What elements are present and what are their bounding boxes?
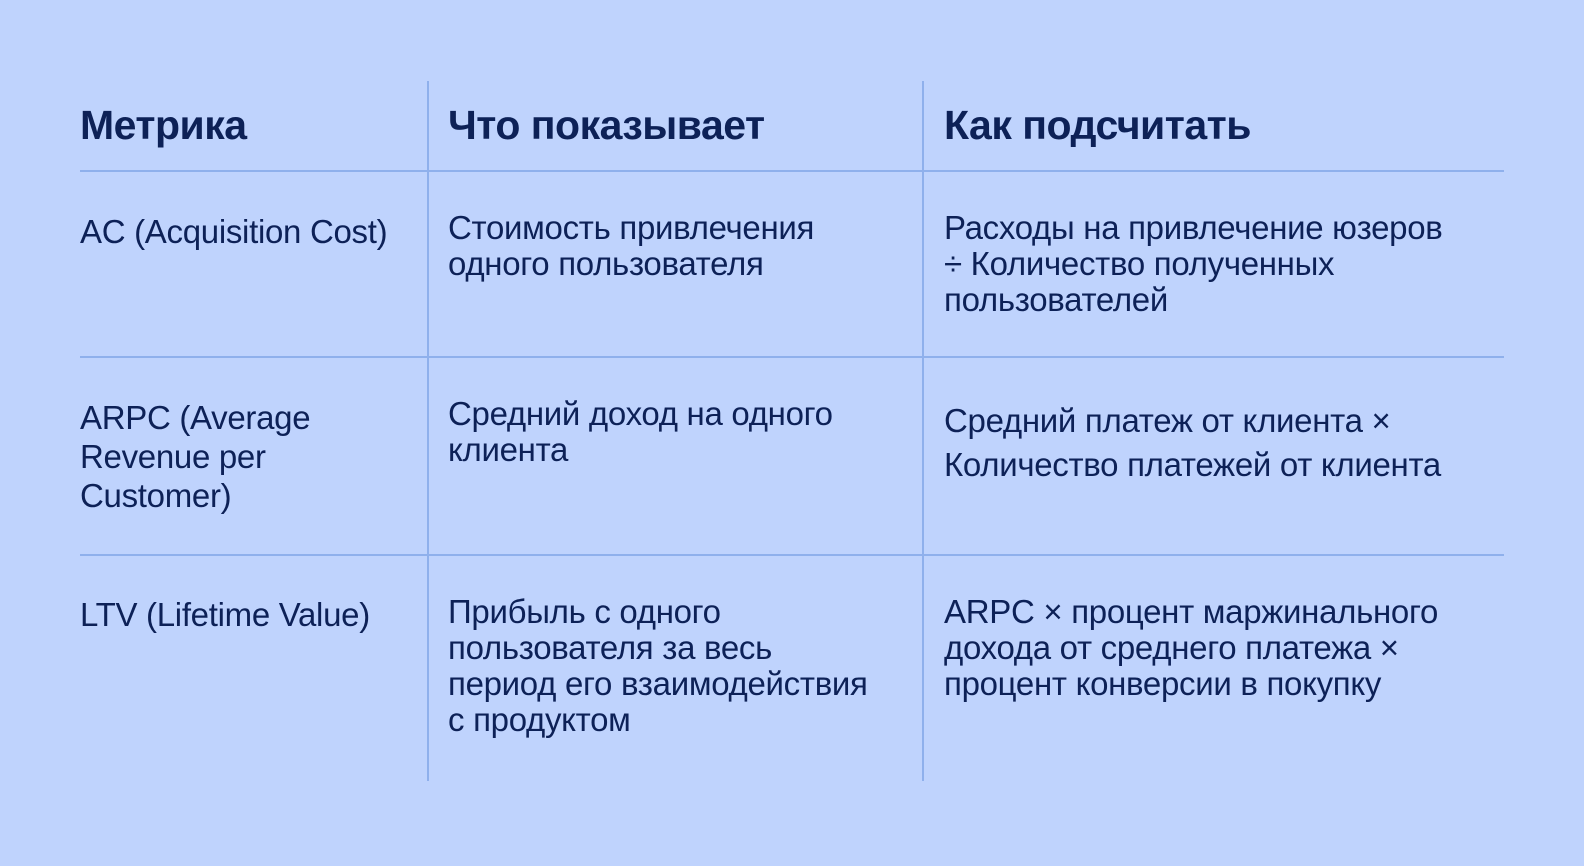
cell-line: Customer) bbox=[80, 477, 232, 514]
column-divider bbox=[427, 81, 429, 781]
cell-line: Средний доход на одного bbox=[448, 395, 833, 432]
cell-line: ARPC (Average bbox=[80, 399, 311, 436]
metrics-table bbox=[80, 81, 1504, 781]
cell-line: Количество платежей от клиента bbox=[944, 446, 1441, 483]
table-cell-calc bbox=[944, 594, 1504, 702]
cell-line: Прибыль с одного bbox=[448, 593, 721, 630]
cell-line: период его взаимодействия bbox=[448, 665, 868, 702]
row-divider bbox=[80, 554, 1504, 556]
cell-line: с продуктом bbox=[448, 701, 631, 738]
cell-line: дохода от среднего платежа × bbox=[944, 629, 1399, 666]
cell-line: пользователей bbox=[944, 281, 1168, 318]
cell-line: Расходы на привлечение юзеров bbox=[944, 209, 1443, 246]
cell-line: Revenue per bbox=[80, 438, 266, 475]
table-cell-calc bbox=[944, 210, 1504, 318]
cell-line: AC (Acquisition Cost) bbox=[80, 213, 388, 250]
column-divider bbox=[922, 81, 924, 781]
header-calc: Как подсчитать bbox=[944, 102, 1251, 148]
header-shows: Что показывает bbox=[448, 102, 765, 148]
table-cell-shows bbox=[448, 210, 918, 282]
header-metric: Метрика bbox=[80, 102, 247, 148]
table-cell-shows bbox=[448, 396, 918, 468]
table-cell-shows bbox=[448, 594, 918, 738]
cell-line: процент конверсии в покупку bbox=[944, 665, 1382, 702]
cell-line: пользователя за весь bbox=[448, 629, 773, 666]
cell-line: клиента bbox=[448, 431, 569, 468]
cell-line: ÷ Количество полученных bbox=[944, 245, 1335, 282]
cell-line: одного пользователя bbox=[448, 245, 764, 282]
cell-line: LTV (Lifetime Value) bbox=[80, 596, 370, 633]
table-cell-metric bbox=[80, 214, 420, 250]
cell-line: Средний платеж от клиента × bbox=[944, 402, 1391, 439]
table-cell-metric bbox=[80, 398, 420, 515]
row-divider bbox=[80, 356, 1504, 358]
table-cell-calc bbox=[944, 399, 1504, 487]
table-cell-metric bbox=[80, 597, 420, 633]
cell-line: ARPC × процент маржинального bbox=[944, 593, 1439, 630]
header-divider bbox=[80, 170, 1504, 172]
cell-line: Стоимость привлечения bbox=[448, 209, 815, 246]
